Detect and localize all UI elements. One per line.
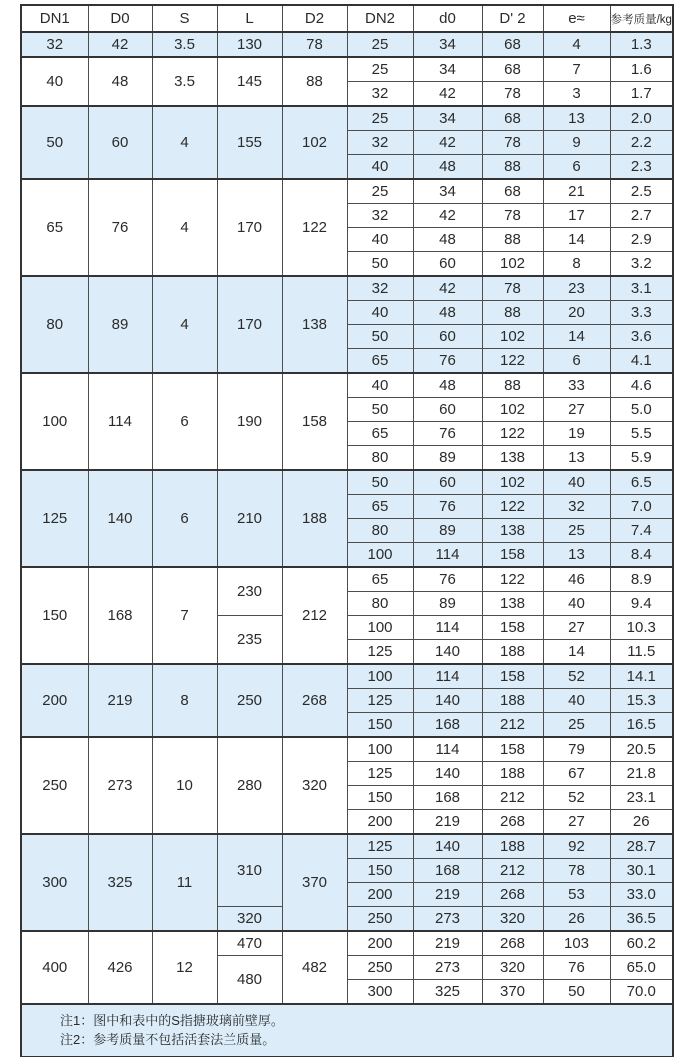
cell-d0: 426 — [88, 931, 152, 1004]
cell-e-approx: 23 — [543, 276, 610, 301]
header-row — [21, 5, 673, 32]
cell-d-prime-2: 212 — [482, 713, 543, 738]
cell-d-prime-2: 88 — [482, 301, 543, 325]
cell-d0: 76 — [88, 179, 152, 276]
cell-d0-sub: 76 — [413, 349, 482, 374]
cell-e-approx: 76 — [543, 956, 610, 980]
cell-d-prime-2: 320 — [482, 907, 543, 932]
cell-d-prime-2: 158 — [482, 737, 543, 762]
cell-e-approx: 40 — [543, 689, 610, 713]
cell-d0: 219 — [88, 664, 152, 737]
cell-dn2: 250 — [347, 907, 413, 932]
cell-d-prime-2: 188 — [482, 834, 543, 859]
cell-dn2: 80 — [347, 446, 413, 471]
table-body — [21, 32, 673, 1004]
cell-d0-sub: 42 — [413, 276, 482, 301]
cell-d-prime-2: 122 — [482, 349, 543, 374]
cell-l: 130 — [217, 32, 282, 57]
cell-dn2: 32 — [347, 276, 413, 301]
cell-ref-mass-kg: 2.9 — [610, 228, 673, 252]
cell-d0-sub: 48 — [413, 301, 482, 325]
cell-dn2: 40 — [347, 228, 413, 252]
cell-d-prime-2: 68 — [482, 179, 543, 204]
cell-d0-sub: 34 — [413, 179, 482, 204]
cell-d0-sub: 325 — [413, 980, 482, 1005]
cell-l: 155 — [217, 106, 282, 179]
cell-dn1: 250 — [21, 737, 88, 834]
table-row-dn1-100-sub-40 — [21, 373, 673, 398]
cell-d0: 325 — [88, 834, 152, 931]
table-row-dn1-200-sub-100 — [21, 664, 673, 689]
cell-ref-mass-kg: 33.0 — [610, 883, 673, 907]
cell-d0-sub: 89 — [413, 446, 482, 471]
cell-d-prime-2: 102 — [482, 325, 543, 349]
cell-e-approx: 21 — [543, 179, 610, 204]
cell-d-prime-2: 102 — [482, 252, 543, 277]
cell-s: 3.5 — [152, 32, 217, 57]
cell-l: 320 — [217, 907, 282, 932]
column-header-d0: D0 — [88, 5, 152, 32]
column-header-ref-mass-kg: 参考质量/kg — [610, 5, 673, 32]
cell-d2: 320 — [282, 737, 347, 834]
cell-ref-mass-kg: 60.2 — [610, 931, 673, 956]
cell-d-prime-2: 68 — [482, 57, 543, 82]
cell-d0-sub: 60 — [413, 470, 482, 495]
cell-d0-sub: 168 — [413, 786, 482, 810]
cell-e-approx: 17 — [543, 204, 610, 228]
cell-ref-mass-kg: 16.5 — [610, 713, 673, 738]
cell-dn2: 50 — [347, 470, 413, 495]
cell-e-approx: 27 — [543, 398, 610, 422]
cell-l: 235 — [217, 616, 282, 665]
cell-d0-sub: 76 — [413, 495, 482, 519]
cell-e-approx: 13 — [543, 543, 610, 568]
cell-dn2: 250 — [347, 956, 413, 980]
cell-d-prime-2: 188 — [482, 640, 543, 665]
table-row-dn1-32-sub-25 — [21, 32, 673, 57]
cell-dn2: 100 — [347, 543, 413, 568]
cell-e-approx: 25 — [543, 519, 610, 543]
cell-ref-mass-kg: 70.0 — [610, 980, 673, 1005]
cell-s: 6 — [152, 373, 217, 470]
cell-dn2: 150 — [347, 713, 413, 738]
cell-d0-sub: 48 — [413, 228, 482, 252]
cell-e-approx: 8 — [543, 252, 610, 277]
cell-d0: 168 — [88, 567, 152, 664]
cell-e-approx: 32 — [543, 495, 610, 519]
cell-l: 230 — [217, 567, 282, 616]
cell-d-prime-2: 370 — [482, 980, 543, 1005]
cell-ref-mass-kg: 1.7 — [610, 82, 673, 107]
table-row-dn1-400-sub-200 — [21, 931, 673, 956]
cell-d0-sub: 60 — [413, 398, 482, 422]
cell-s: 10 — [152, 737, 217, 834]
column-header-d-prime-2: D' 2 — [482, 5, 543, 32]
cell-dn2: 300 — [347, 980, 413, 1005]
cell-d0-sub: 76 — [413, 567, 482, 592]
cell-l: 480 — [217, 956, 282, 1005]
cell-dn2: 50 — [347, 398, 413, 422]
cell-d-prime-2: 268 — [482, 931, 543, 956]
cell-ref-mass-kg: 11.5 — [610, 640, 673, 665]
cell-d0-sub: 114 — [413, 664, 482, 689]
cell-ref-mass-kg: 21.8 — [610, 762, 673, 786]
cell-d-prime-2: 88 — [482, 373, 543, 398]
cell-e-approx: 52 — [543, 664, 610, 689]
cell-dn1: 125 — [21, 470, 88, 567]
cell-d0-sub: 140 — [413, 762, 482, 786]
cell-d0-sub: 168 — [413, 713, 482, 738]
cell-d-prime-2: 78 — [482, 276, 543, 301]
cell-d-prime-2: 158 — [482, 616, 543, 640]
cell-e-approx: 40 — [543, 470, 610, 495]
cell-dn2: 65 — [347, 567, 413, 592]
cell-dn2: 100 — [347, 664, 413, 689]
cell-dn2: 150 — [347, 786, 413, 810]
cell-e-approx: 103 — [543, 931, 610, 956]
cell-e-approx: 53 — [543, 883, 610, 907]
cell-dn2: 65 — [347, 495, 413, 519]
cell-d0-sub: 219 — [413, 931, 482, 956]
cell-d-prime-2: 68 — [482, 106, 543, 131]
cell-d0-sub: 48 — [413, 155, 482, 180]
cell-ref-mass-kg: 6.5 — [610, 470, 673, 495]
cell-d-prime-2: 158 — [482, 664, 543, 689]
cell-e-approx: 78 — [543, 859, 610, 883]
table-header — [21, 5, 673, 32]
table-row-dn1-65-sub-25 — [21, 179, 673, 204]
cell-dn2: 25 — [347, 32, 413, 57]
cell-d0: 273 — [88, 737, 152, 834]
column-header-l: L — [217, 5, 282, 32]
cell-d-prime-2: 122 — [482, 422, 543, 446]
cell-d0-sub: 48 — [413, 373, 482, 398]
cell-dn2: 50 — [347, 252, 413, 277]
cell-ref-mass-kg: 1.3 — [610, 32, 673, 57]
cell-l: 280 — [217, 737, 282, 834]
cell-ref-mass-kg: 7.4 — [610, 519, 673, 543]
cell-dn2: 65 — [347, 422, 413, 446]
cell-ref-mass-kg: 7.0 — [610, 495, 673, 519]
cell-ref-mass-kg: 8.9 — [610, 567, 673, 592]
cell-ref-mass-kg: 2.7 — [610, 204, 673, 228]
column-header-e-approx: e≈ — [543, 5, 610, 32]
cell-ref-mass-kg: 30.1 — [610, 859, 673, 883]
cell-d-prime-2: 138 — [482, 446, 543, 471]
cell-d0-sub: 219 — [413, 883, 482, 907]
cell-d0-sub: 273 — [413, 907, 482, 932]
cell-d0-sub: 140 — [413, 834, 482, 859]
cell-d2: 88 — [282, 57, 347, 106]
cell-d0-sub: 114 — [413, 616, 482, 640]
cell-dn2: 50 — [347, 325, 413, 349]
cell-e-approx: 92 — [543, 834, 610, 859]
cell-d0-sub: 34 — [413, 106, 482, 131]
cell-d-prime-2: 158 — [482, 543, 543, 568]
cell-d2: 212 — [282, 567, 347, 664]
cell-dn2: 100 — [347, 737, 413, 762]
column-header-dn2: DN2 — [347, 5, 413, 32]
cell-d0-sub: 60 — [413, 252, 482, 277]
cell-s: 11 — [152, 834, 217, 931]
cell-ref-mass-kg: 3.1 — [610, 276, 673, 301]
dimension-spec-table — [20, 4, 674, 1057]
cell-e-approx: 4 — [543, 32, 610, 57]
cell-s: 8 — [152, 664, 217, 737]
cell-d0: 114 — [88, 373, 152, 470]
cell-e-approx: 13 — [543, 446, 610, 471]
cell-ref-mass-kg: 36.5 — [610, 907, 673, 932]
cell-d-prime-2: 102 — [482, 398, 543, 422]
cell-d2: 268 — [282, 664, 347, 737]
cell-d0-sub: 168 — [413, 859, 482, 883]
cell-ref-mass-kg: 23.1 — [610, 786, 673, 810]
table-footer — [21, 1004, 673, 1057]
cell-d-prime-2: 188 — [482, 762, 543, 786]
cell-s: 3.5 — [152, 57, 217, 106]
cell-dn1: 300 — [21, 834, 88, 931]
cell-e-approx: 46 — [543, 567, 610, 592]
notes-row — [21, 1004, 673, 1057]
table-notes — [21, 1004, 673, 1057]
cell-s: 4 — [152, 106, 217, 179]
cell-d-prime-2: 268 — [482, 810, 543, 835]
cell-ref-mass-kg: 5.5 — [610, 422, 673, 446]
cell-d0-sub: 89 — [413, 592, 482, 616]
cell-dn1: 40 — [21, 57, 88, 106]
cell-dn2: 65 — [347, 349, 413, 374]
cell-e-approx: 14 — [543, 228, 610, 252]
cell-ref-mass-kg: 26 — [610, 810, 673, 835]
cell-d0-sub: 219 — [413, 810, 482, 835]
cell-e-approx: 3 — [543, 82, 610, 107]
cell-d0-sub: 42 — [413, 204, 482, 228]
table-row-dn1-125-sub-50 — [21, 470, 673, 495]
cell-d-prime-2: 78 — [482, 131, 543, 155]
cell-e-approx: 33 — [543, 373, 610, 398]
cell-dn2: 40 — [347, 301, 413, 325]
cell-s: 4 — [152, 276, 217, 373]
cell-d0-sub: 60 — [413, 325, 482, 349]
table-row-dn1-50-sub-25 — [21, 106, 673, 131]
cell-d0: 48 — [88, 57, 152, 106]
cell-d0-sub: 34 — [413, 32, 482, 57]
cell-l: 170 — [217, 276, 282, 373]
cell-ref-mass-kg: 2.3 — [610, 155, 673, 180]
cell-ref-mass-kg: 1.6 — [610, 57, 673, 82]
cell-l: 210 — [217, 470, 282, 567]
cell-d-prime-2: 212 — [482, 786, 543, 810]
cell-e-approx: 79 — [543, 737, 610, 762]
cell-dn2: 32 — [347, 131, 413, 155]
cell-d0: 42 — [88, 32, 152, 57]
cell-l: 470 — [217, 931, 282, 956]
cell-dn2: 25 — [347, 179, 413, 204]
cell-d0-sub: 42 — [413, 131, 482, 155]
cell-ref-mass-kg: 4.6 — [610, 373, 673, 398]
cell-l: 310 — [217, 834, 282, 907]
cell-d-prime-2: 212 — [482, 859, 543, 883]
cell-d0-sub: 140 — [413, 640, 482, 665]
cell-d-prime-2: 68 — [482, 32, 543, 57]
cell-d2: 188 — [282, 470, 347, 567]
cell-e-approx: 13 — [543, 106, 610, 131]
cell-ref-mass-kg: 4.1 — [610, 349, 673, 374]
cell-ref-mass-kg: 28.7 — [610, 834, 673, 859]
cell-dn2: 80 — [347, 519, 413, 543]
cell-d0-sub: 140 — [413, 689, 482, 713]
cell-dn2: 32 — [347, 82, 413, 107]
cell-d0-sub: 114 — [413, 543, 482, 568]
cell-e-approx: 20 — [543, 301, 610, 325]
cell-l: 250 — [217, 664, 282, 737]
cell-d2: 370 — [282, 834, 347, 931]
cell-e-approx: 19 — [543, 422, 610, 446]
table-row-dn1-150-sub-65 — [21, 567, 673, 592]
cell-dn2: 100 — [347, 616, 413, 640]
cell-ref-mass-kg: 8.4 — [610, 543, 673, 568]
cell-ref-mass-kg: 2.5 — [610, 179, 673, 204]
cell-dn2: 200 — [347, 810, 413, 835]
cell-s: 7 — [152, 567, 217, 664]
cell-d-prime-2: 188 — [482, 689, 543, 713]
cell-d2: 78 — [282, 32, 347, 57]
cell-e-approx: 27 — [543, 616, 610, 640]
cell-d-prime-2: 122 — [482, 567, 543, 592]
cell-l: 145 — [217, 57, 282, 106]
cell-dn1: 400 — [21, 931, 88, 1004]
cell-d0-sub: 76 — [413, 422, 482, 446]
cell-ref-mass-kg: 2.2 — [610, 131, 673, 155]
cell-d-prime-2: 320 — [482, 956, 543, 980]
cell-dn1: 200 — [21, 664, 88, 737]
cell-e-approx: 27 — [543, 810, 610, 835]
cell-dn1: 150 — [21, 567, 88, 664]
cell-e-approx: 50 — [543, 980, 610, 1005]
column-header-s: S — [152, 5, 217, 32]
cell-e-approx: 40 — [543, 592, 610, 616]
cell-e-approx: 9 — [543, 131, 610, 155]
cell-e-approx: 7 — [543, 57, 610, 82]
cell-dn1: 100 — [21, 373, 88, 470]
column-header-d2: D2 — [282, 5, 347, 32]
cell-e-approx: 6 — [543, 155, 610, 180]
cell-ref-mass-kg: 3.3 — [610, 301, 673, 325]
cell-d2: 122 — [282, 179, 347, 276]
cell-dn2: 40 — [347, 373, 413, 398]
cell-dn2: 125 — [347, 762, 413, 786]
cell-e-approx: 52 — [543, 786, 610, 810]
cell-d2: 102 — [282, 106, 347, 179]
cell-ref-mass-kg: 3.2 — [610, 252, 673, 277]
cell-dn2: 125 — [347, 834, 413, 859]
note-1: 注1：图中和表中的S指搪玻璃前壁厚。 — [60, 1013, 284, 1028]
cell-d0: 140 — [88, 470, 152, 567]
cell-d0-sub: 42 — [413, 82, 482, 107]
cell-dn1: 80 — [21, 276, 88, 373]
cell-ref-mass-kg: 9.4 — [610, 592, 673, 616]
cell-e-approx: 26 — [543, 907, 610, 932]
table-row-dn1-80-sub-32 — [21, 276, 673, 301]
cell-l: 190 — [217, 373, 282, 470]
cell-e-approx: 25 — [543, 713, 610, 738]
note-2: 注2：参考质量不包括活套法兰质量。 — [60, 1032, 276, 1047]
cell-ref-mass-kg: 3.6 — [610, 325, 673, 349]
cell-d-prime-2: 102 — [482, 470, 543, 495]
cell-s: 12 — [152, 931, 217, 1004]
cell-d2: 138 — [282, 276, 347, 373]
cell-dn1: 50 — [21, 106, 88, 179]
cell-d0-sub: 114 — [413, 737, 482, 762]
cell-ref-mass-kg: 5.0 — [610, 398, 673, 422]
column-header-dn1: DN1 — [21, 5, 88, 32]
cell-e-approx: 14 — [543, 325, 610, 349]
cell-d2: 482 — [282, 931, 347, 1004]
cell-dn1: 32 — [21, 32, 88, 57]
cell-d0-sub: 273 — [413, 956, 482, 980]
cell-s: 6 — [152, 470, 217, 567]
cell-d-prime-2: 268 — [482, 883, 543, 907]
cell-dn2: 80 — [347, 592, 413, 616]
cell-d0: 60 — [88, 106, 152, 179]
cell-dn2: 25 — [347, 57, 413, 82]
cell-d-prime-2: 88 — [482, 228, 543, 252]
cell-dn1: 65 — [21, 179, 88, 276]
cell-e-approx: 6 — [543, 349, 610, 374]
cell-dn2: 150 — [347, 859, 413, 883]
cell-ref-mass-kg: 10.3 — [610, 616, 673, 640]
cell-dn2: 32 — [347, 204, 413, 228]
cell-dn2: 200 — [347, 931, 413, 956]
cell-d-prime-2: 78 — [482, 204, 543, 228]
cell-l: 170 — [217, 179, 282, 276]
cell-ref-mass-kg: 2.0 — [610, 106, 673, 131]
cell-d0-sub: 89 — [413, 519, 482, 543]
cell-d2: 158 — [282, 373, 347, 470]
cell-dn2: 125 — [347, 689, 413, 713]
column-header-d0-sub: d0 — [413, 5, 482, 32]
cell-ref-mass-kg: 5.9 — [610, 446, 673, 471]
table-row-dn1-40-sub-25 — [21, 57, 673, 82]
cell-d-prime-2: 138 — [482, 519, 543, 543]
cell-dn2: 25 — [347, 106, 413, 131]
cell-d-prime-2: 138 — [482, 592, 543, 616]
cell-dn2: 125 — [347, 640, 413, 665]
cell-ref-mass-kg: 20.5 — [610, 737, 673, 762]
cell-d-prime-2: 122 — [482, 495, 543, 519]
cell-s: 4 — [152, 179, 217, 276]
cell-d-prime-2: 88 — [482, 155, 543, 180]
table-row-dn1-300-sub-125 — [21, 834, 673, 859]
cell-d0-sub: 34 — [413, 57, 482, 82]
cell-ref-mass-kg: 65.0 — [610, 956, 673, 980]
cell-ref-mass-kg: 15.3 — [610, 689, 673, 713]
table-row-dn1-250-sub-100 — [21, 737, 673, 762]
cell-ref-mass-kg: 14.1 — [610, 664, 673, 689]
cell-e-approx: 14 — [543, 640, 610, 665]
cell-d-prime-2: 78 — [482, 82, 543, 107]
cell-dn2: 200 — [347, 883, 413, 907]
cell-e-approx: 67 — [543, 762, 610, 786]
cell-dn2: 40 — [347, 155, 413, 180]
cell-d0: 89 — [88, 276, 152, 373]
